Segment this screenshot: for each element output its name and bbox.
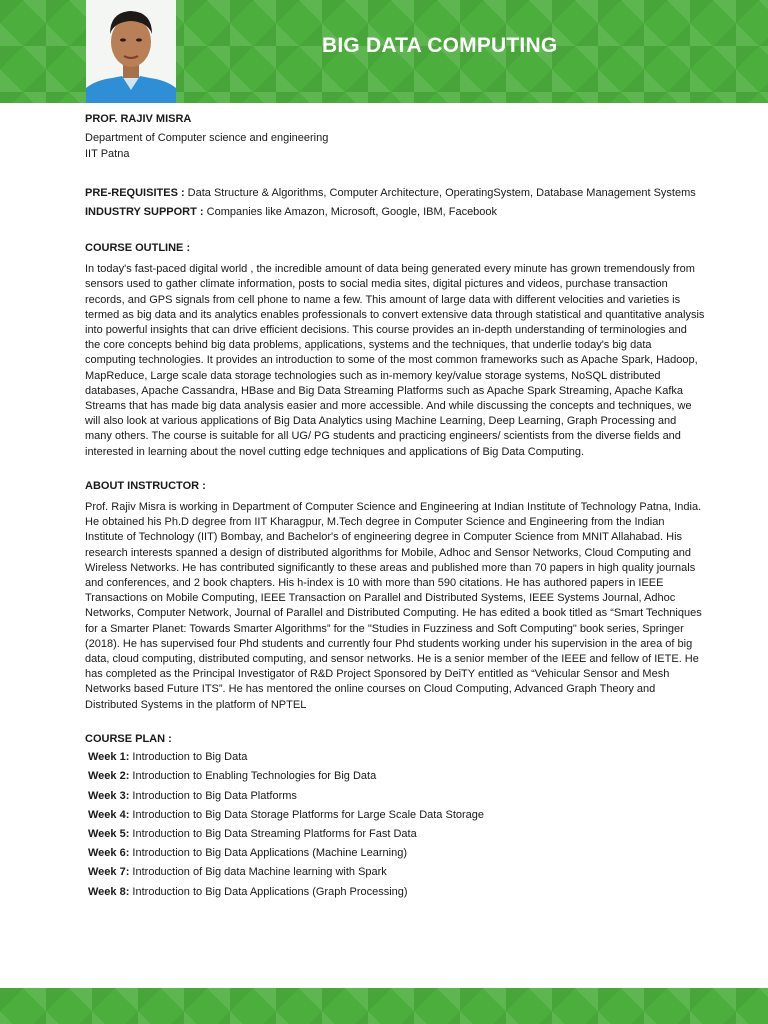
week-item: [85, 787, 705, 806]
instructor-institute: IIT Patna: [85, 148, 130, 160]
week-item: [85, 844, 705, 863]
instructor-department: Department of Computer science and engineering: [85, 132, 329, 144]
week-label: Week 1:: [88, 751, 130, 764]
week-label: Week 3:: [88, 789, 130, 802]
course-outline-text: In today's fast-paced digital world , the incredible amount of data being generated every minute has grown tremendously from sensors used to gather climate information, posts to social media sites, digital pictures and videos, purchase transaction records, and GPS signals from cell phone to name a few. This amount of large data with different velocities and varieties is termed as big data and its analytics enables professionals to convert extensive data through statistical and quantitative analysis into powerful insights that can drive efficient decisions. This course provides an in-depth understanding of terminologies and the core concepts behind big data problems, applications, systems and the techniques, that underlie today's big data computing technologies. It provides an introduction to some of the most common frameworks such as Apache Spark, Hadoop, MapReduce, Large scale data storage technologies such as in-memory key/value storage systems, NoSQL distributed databases, Apache Cassandra, HBase and Big Data Streaming Platforms such as Apache Spark Streaming, Apache Kafka Streams that has made big data analysis easier and more accessible. And while discussing the concepts and techniques, we will also look at various applications of Big Data Analytics using Machine Learning, Deep Learning, Graph Processing and many others. The course is suitable for all UG/ PG students and practicing engineers/ scientists from the diverse fields and interested in learning about the novel cutting edge techniques and applications of Big Data Computing.: [85, 263, 705, 458]
industry-support-text: Companies like Amazon, Microsoft, Google, IBM, Facebook: [203, 205, 498, 218]
course-plan-list: [85, 748, 705, 902]
week-topic: Introduction to Big Data Applications (Graph Processing): [129, 885, 408, 898]
week-item: [85, 767, 705, 786]
industry-support: [85, 203, 705, 222]
document-title: BIG DATA COMPUTING: [322, 34, 558, 57]
industry-support-label: INDUSTRY SUPPORT :: [85, 205, 204, 218]
instructor-name: PROF. RAJIV MISRA: [85, 113, 192, 125]
week-label: Week 5:: [88, 827, 130, 840]
prerequisites-text: Data Structure & Algorithms, Computer Architecture, OperatingSystem, Database Management Systems: [184, 187, 696, 199]
prerequisites-label: PRE-REQUISITES :: [85, 187, 185, 199]
week-topic: Introduction to Enabling Technologies for Big Data: [129, 770, 377, 783]
footer-band: [0, 988, 768, 1024]
content-body: [85, 112, 705, 902]
about-instructor-text: Prof. Rajiv Misra is working in Department of Computer Science and Engineering at Indian Institute of Technology Patna, India. He obtained his Ph.D degree from IIT Kharagpur, M.Tech degree in Computer Science and Engineering from the Indian Institute of Technology (IIT) Bombay, and Bachelor's of engineering degree in Computer Science from MNIT Allahabad. His research interests spanned a design of distributed algorithms for Mobile, Adhoc and Sensor Networks, Cloud Computing and Wireless Networks. He has contributed significantly to these areas and published more than 70 papers in high quality journals and conferences, and 2 book chapters. His h-index is 10 with more than 590 citations. He has authored papers in IEEE Transactions on Mobile Computing, IEEE Transaction on Parallel and Distributed Systems, IEEE Systems Journal, Adhoc Networks, Computer Network, Journal of Parallel and Distributed Computing. He has edited a book titled as “Smart Techniques for a Smarter Planet: Towards Smarter Algorithms” for the "Studies in Fuzziness and Soft Computing" book series, Springer (2018). He has supervised four Phd students and currently four Phd students working under his supervision in the area of big data, cloud computing, distributed computing, and sensor networks. He is a senior member of the IEEE and fellow of IETE. He has completed as the Principal Investigator of R&D Project Sponsored by DeiTY entitled as “Vehicular Sensor and Mesh Networks based Future ITS”. He has mentored the online courses on Cloud Computing, Advanced Graph Theory and Distributed Systems in the platform of NPTEL: [85, 501, 702, 711]
week-topic: Introduction to Big Data Applications (Machine Learning): [129, 847, 407, 860]
week-item: [85, 748, 705, 767]
week-topic: Introduction to Big Data: [129, 751, 248, 764]
prerequisites: [85, 184, 705, 203]
week-topic: Introduction of Big data Machine learning with Spark: [129, 866, 387, 879]
instructor-photo: [86, 0, 176, 103]
week-item: [85, 883, 705, 902]
week-label: Week 7:: [88, 866, 130, 879]
week-item: [85, 825, 705, 844]
week-topic: Introduction to Big Data Storage Platforms for Large Scale Data Storage: [129, 808, 485, 821]
week-label: Week 4:: [88, 808, 130, 821]
week-item: [85, 806, 705, 825]
week-topic: Introduction to Big Data Streaming Platforms for Fast Data: [129, 827, 417, 840]
course-outline-heading: COURSE OUTLINE :: [85, 242, 191, 254]
week-topic: Introduction to Big Data Platforms: [129, 789, 297, 802]
course-plan-heading: COURSE PLAN :: [85, 732, 172, 745]
week-label: Week 6:: [88, 847, 130, 860]
about-instructor-heading: ABOUT INSTRUCTOR :: [85, 479, 206, 492]
week-label: Week 8:: [88, 885, 130, 898]
week-label: Week 2:: [88, 770, 130, 783]
week-item: [85, 863, 705, 882]
